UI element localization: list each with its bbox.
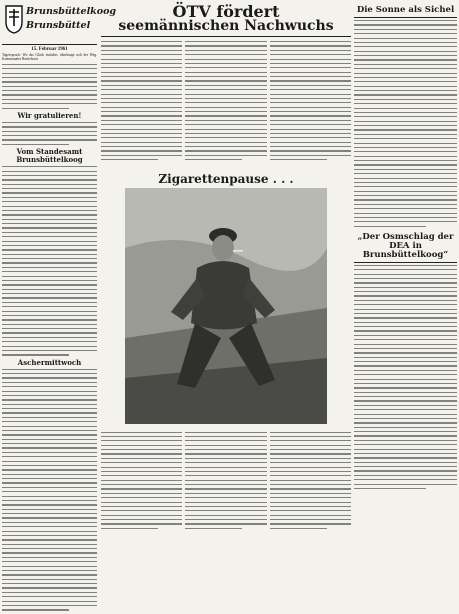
masthead <box>2 0 117 45</box>
photo-image <box>125 188 327 424</box>
left-column <box>2 0 117 614</box>
right-column <box>354 0 457 492</box>
left-text-block-3 <box>2 166 97 355</box>
main-article-columns <box>101 39 351 166</box>
photo-title: Zigarettenpause . . . <box>158 171 294 186</box>
photo-sailor-cigarette <box>125 188 327 424</box>
center-column <box>101 0 351 534</box>
headline-osmschlag: „Der Osmschlag der DEA in Brunsbüttelkoog“ <box>357 231 454 260</box>
right-text-block-1 <box>354 20 457 227</box>
main-article-col-3 <box>270 41 351 164</box>
right-text-block-2 <box>354 265 457 489</box>
main-article-col-1 <box>101 41 182 164</box>
bottom-center-col-2 <box>185 432 266 533</box>
masthead-title-line2: Brunsbüttel <box>26 20 91 31</box>
headline-sonne-sichel: Die Sonne als Sichel <box>356 5 455 15</box>
left-text-block-4 <box>2 369 97 611</box>
issue-date: 15. Februar 1961 <box>31 47 68 52</box>
bottom-center-col-1 <box>101 432 182 533</box>
main-article-col-2 <box>185 41 266 164</box>
main-headline-line1: ÖTV fördert <box>172 2 280 21</box>
town-crest-icon <box>4 4 24 34</box>
photo-block <box>101 172 351 424</box>
masthead-title-line1: Brunsbüttelkoog <box>26 6 117 17</box>
main-headline <box>101 4 351 34</box>
headline-standesamt: Vom Standesamt Brunsbüttelkoog <box>16 147 83 165</box>
intro-text: Tagesspruch: Wo das Glück einkehrt, überhaupt sich der Weg. Kommunales Betriebsrat <box>2 53 97 62</box>
main-headline-line2: seemännischen Nachwuchs <box>118 18 334 34</box>
left-text-block-1 <box>2 64 97 109</box>
headline-gratulieren: Wir gratulieren! <box>17 110 82 120</box>
bottom-center-col-3 <box>270 432 351 533</box>
left-text-block-2 <box>2 122 97 145</box>
bottom-center-columns <box>101 430 351 535</box>
headline-aschermittwoch: Aschermittwoch <box>17 357 82 367</box>
